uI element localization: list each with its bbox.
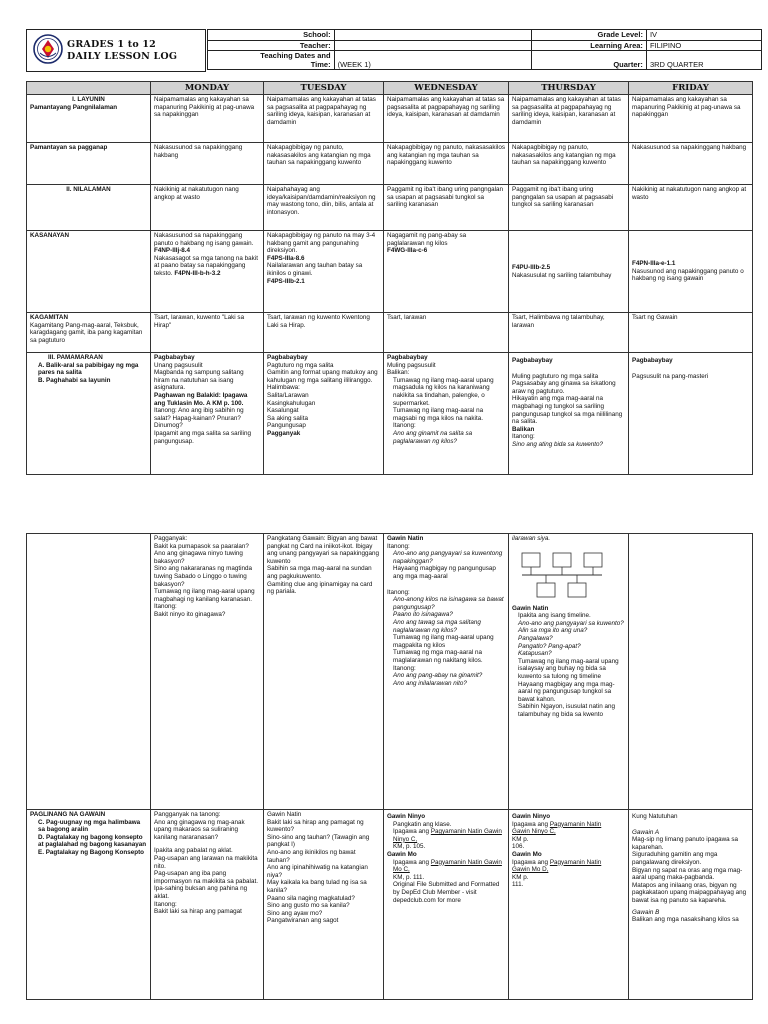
paglinang-mon-line-7: Bakit laki sa hirap ang pamagat	[154, 908, 242, 916]
pamamaraan-wed-line-2: Tumawag ng ilang mag-aaral upang magsadula ng kilos na karaniwang nakikita sa tindahan, palengke, o supermarket.	[393, 376, 494, 407]
continued-thu-q-2: Pangalawa?	[518, 634, 553, 642]
pamamaraan-mon-line-2: Paghawan ng Balakid: Ipagawa ang Tuklasin Mo. A KM p. 100.	[154, 391, 248, 407]
paglinang-fri-line-a-2: Bigyan ng sapat na oras ang mga mag-aaral upang maka-pagbanda.	[632, 866, 743, 882]
pamamaraan-mon-line-1: Magbanda ng sampung salitang hiram na natutuhan sa isang asignatura.	[154, 369, 244, 392]
header-brand-box	[26, 29, 206, 72]
kasanayan-mon	[151, 231, 264, 313]
paglinang-tue-line-7: Sino ang ayaw mo?	[267, 909, 323, 917]
pamamaraan-wed-line-1: Balikan:	[387, 369, 410, 377]
continued-thu-q-4: Katapusan?	[518, 650, 552, 658]
continued-thu-title: Gawin Natin	[512, 604, 549, 612]
kasanayan-wed-code-1: F4WG-IIIa-c-6	[387, 247, 428, 255]
pagganap-tue: Nakapagbibigay ng panuto, nakasasakilos ang katangian ng mga tauhan sa napakinggang kuwento	[264, 143, 384, 185]
kasanayan-mon-code-1: F4NP-IIIj-8.4	[154, 247, 191, 255]
day-monday: MONDAY	[151, 82, 264, 95]
pamamaraan-sub-a: A. Balik-aral sa pabibigay ng mga pares na salita	[38, 361, 139, 377]
kagamitan-tue: Tsart, larawan ng kuwento Kwentong Laki sa Hirap.	[264, 313, 384, 353]
day-wednesday: WEDNESDAY	[384, 82, 509, 95]
layunin-fri: Naipamamalas ang kakayahan sa mapanuring Pakikinig at pag-unawa sa napakinggan	[629, 95, 753, 143]
continued-thu-q-3: Pangatlo? Pang-apat?	[518, 642, 581, 650]
lesson-log-table-page-2	[26, 533, 753, 1000]
pagganap-label: Pamantayan sa pagganap	[27, 143, 151, 185]
continued-tue-line-1: Sabihin sa mga mag-aaral na sundan ang pagkukuwento.	[267, 565, 372, 580]
continued-wed-title: Gawin Natin	[387, 535, 424, 542]
row-pagganap	[27, 143, 753, 185]
continued-thu	[509, 534, 629, 810]
continued-tue	[264, 534, 384, 810]
paglinang-thu-line-7: KM p.	[512, 873, 529, 881]
day-friday: FRIDAY	[629, 82, 753, 95]
continued-wed-q-c-1: Paano ito isinagawa?	[393, 611, 453, 619]
paglinang-fri-line-b-0: Balikan ang mga nasaksihang kilos sa	[632, 916, 739, 924]
pamamaraan-thu	[509, 353, 629, 475]
kasanayan-tue-text-1: Nakapagbibigay ng panuto na may 3-4 hakbang gamit ang pangunahing direksiyon.	[267, 232, 376, 255]
paglinang-thu	[509, 810, 629, 1000]
pamamaraan-thu-line-2: Hikayatin ang mga mag-aaral na magbahagi ng tungkol sa sariling pangungusap tungkol sa mga niililinang na salita.	[512, 395, 623, 426]
continued-mon-line-5: Bakit ninyo ito ginagawa?	[154, 610, 226, 618]
paglinang-mon-line-5: Ipa-sahing buksan ang pahina ng aklat.	[154, 885, 248, 900]
paglinang-tue-line-0: Bakit laki sa hirap ang pamagat ng kuwento?	[267, 818, 364, 834]
paglinang-wed-line-2-prefix: Ipagawa ang	[393, 828, 431, 836]
teaching-dates-label	[208, 51, 335, 70]
paglinang-thu-title-2: Gawin Mo	[512, 850, 542, 858]
pamamaraan-mon-title: Pagbabaybay	[154, 354, 195, 361]
kasanayan-tue-code-2: F4PS-IIIb-2.1	[267, 277, 305, 285]
kagamitan-thu: Tsart, Halimbawa ng talambuhay, larawan	[509, 313, 629, 353]
paglinang-wed-title: Gawin Ninyo	[387, 813, 426, 820]
paglinang-sub-e: E. Pagtalakay ng Bagong Konsepto	[38, 848, 145, 856]
paglinang-fri-title: Kung Natutuhan	[632, 813, 678, 820]
nilalaman-tue: Naipahahayag ang ideya/kaisipan/damdamin/reaksiyon ng may wastong tono, diin, bilis, antala at intonasyon.	[264, 185, 384, 231]
paglinang-wed-line-5: KM, p. 111.	[393, 873, 425, 881]
paglinang-wed-line-2	[387, 828, 505, 843]
paglinang-thu-line-4: 106.	[512, 843, 525, 851]
layunin-wed: Naipamamalas ang kakayahan at tatas sa pagsasalita at pagpapahayag ng sariling ideya, kaisipan, karanasan at damdamin	[384, 95, 509, 143]
paglinang-tue	[264, 810, 384, 1000]
paglinang-wed-line-4-prefix: Ipagawa ang	[393, 858, 431, 866]
continued-tue-line-2: Gamiting clue ang ipinamigay na card ng pariala.	[267, 580, 373, 596]
continued-mon-line-3: Tumawag ng ilang mag-aaral upang magbahagi ng kanilang karanasan.	[154, 588, 255, 603]
layunin-tue: Naipamamalas ang kakayahan at tatas sa pagsasalita at pagpapahayag ng sariling ideya, kaisipan, karanasan at damdamin	[264, 95, 384, 143]
kasanayan-mon-text-2: Nakasasagot sa mga tanong na bakit at paano batay sa napakinggang teksto.	[154, 254, 258, 277]
paglinang-mon	[151, 810, 264, 1000]
continued-mon-title: Pagganyak:	[154, 535, 188, 542]
kasanayan-fri-code-1: F4PN-IIIa-e-1.1	[632, 260, 676, 268]
paglinang-thu-line-5	[512, 859, 625, 867]
pamamaraan-wed	[384, 353, 509, 475]
lesson-log-table-page-1	[26, 81, 753, 475]
continued-thu-line-a: Ipakita ang isang timeline.	[518, 612, 591, 620]
kagamitan-label: KAGAMITAN	[30, 314, 69, 321]
continued-wed-ask-a: Itanong:	[387, 542, 410, 550]
layunin-mon: Naipamamalas ang kakayahan sa mapanuring Pakikinig at pag-unawa sa napakinggan	[151, 95, 264, 143]
continued-tue-line-0: Pangkatang Gawain: Bigyan ang bawat pangkat ng Card na iniikot-ikot. Ibigay ang unang pangyayari sa napakinggang kuwento	[267, 535, 380, 565]
pamamaraan-sub-b: B. Paghahabi sa layunin	[38, 376, 111, 384]
paglinang-wed-line-3: KM, p. 105.	[393, 843, 426, 851]
paglinang-tue-line-3: Ano ang ipinahihiwatig na katangian niya?	[267, 864, 368, 879]
paglinang-thu-title: Gawin Ninyo	[512, 813, 551, 820]
continued-fri	[629, 534, 753, 810]
continued-wed	[384, 534, 509, 810]
paglinang-fri	[629, 810, 753, 1000]
paglinang-tue-title: Gawin Natin	[267, 811, 302, 818]
pamamaraan-tue-title: Pagbabaybay	[267, 354, 308, 361]
pamamaraan-tue-line-1: Gamitin ang format upang matukoy ang kahulugan ng mga salitang ililiranggo.	[267, 369, 378, 384]
pamamaraan-tue-line-5: Kasalungat	[267, 407, 299, 415]
paglinang-thu-line-2[interactable]: Gawin Ninyo C,	[512, 828, 556, 836]
paglinang-mon-line-0: Pangganyak na tanong:	[154, 811, 221, 818]
pamamaraan-tue-line-7: Pangungusap	[267, 422, 306, 430]
teacher-label: Teacher:	[208, 40, 335, 51]
continued-thu-q-0: Ano-ano ang pangyayari sa kuwento?	[518, 619, 624, 627]
pamamaraan-tue	[264, 353, 384, 475]
pamamaraan-tue-line-4: Kasingkahulugan	[267, 399, 316, 407]
pamamaraan-thu-title: Pagbabaybay	[512, 357, 553, 364]
pamamaraan-mon-line-0: Unang pagsusulit	[154, 361, 203, 369]
continued-wed-line-b: Hayaang magbigay ng pangungusap ang mga mag-aaral	[393, 565, 496, 580]
pamamaraan-fri-title: Pagbabaybay	[632, 357, 673, 364]
continued-wed-ask-c: Itanong:	[387, 588, 410, 596]
teaching-dates-value: (WEEK 1)	[334, 51, 531, 70]
pamamaraan-thu-line-1: Pagsasabay ang ginawa sa iskatlong araw ng pagtuturo.	[512, 380, 616, 395]
paglinang-wed-link-2[interactable]: Pagyamanin Natin Gawin Mo C,	[393, 858, 502, 874]
paglinang-label-cell	[27, 810, 151, 1000]
pamamaraan-thu-line-4: Itanong:	[512, 433, 535, 441]
day-tuesday: TUESDAY	[264, 82, 384, 95]
continued-thu-line-b-2: Sabihin Ngayon, isusulat natin ang talambuhay ng bida sa kwento	[518, 703, 615, 718]
kasanayan-thu	[509, 231, 629, 313]
brand-title	[67, 39, 177, 63]
continued-wed-line-d-2: Itanong:	[393, 664, 416, 672]
pamamaraan-thu-question: Sino ang ating bida sa kuwento?	[512, 440, 604, 448]
continued-thu-top: ilarawan siya.	[512, 535, 551, 542]
paglinang-wed-title-2: Gawin Mo	[387, 850, 417, 858]
paglinang-thu-line-1	[512, 821, 625, 829]
paglinang-fri-sub-a: Gawain A	[632, 828, 660, 836]
row-paglinang	[27, 810, 753, 1000]
nilalaman-mon: Nakikinig at nakatutugon nang angkop at wasto	[151, 185, 264, 231]
continued-mon-line-1: Ano ang ginagawa ninyo tuwing bakasyon?	[154, 550, 243, 565]
pamamaraan-tue-line-8: Pagganyak	[267, 429, 301, 437]
nilalaman-label: II. NILALAMAN	[27, 185, 151, 231]
grade-level-value: IV	[646, 30, 761, 41]
paglinang-thu-line-3: KM p.	[512, 835, 529, 843]
paglinang-thu-line-5-prefix: Ipagawa ang	[512, 858, 550, 866]
learning-area-value: FILIPINO	[646, 40, 761, 51]
continued-wed-q-c-0: Ano-anong kilos na isinagawa sa bawat pangungusap?	[393, 596, 504, 611]
kasanayan-tue-text-2: Nailalarawan ang tauhan batay sa ikinilos o ginawi.	[267, 262, 363, 277]
paglinang-label: PAGLINANG NA GAWAIN	[30, 811, 106, 818]
layunin-label: I. LAYUNIN	[72, 96, 105, 103]
kagamitan-wed: Tsart, larawan	[384, 313, 509, 353]
header-meta-table	[207, 29, 762, 70]
row-pamamaraan	[27, 353, 753, 475]
kasanayan-thu-text-1: Nakasusulat ng sariling talambuhay	[512, 271, 612, 279]
paglinang-wed-line-4	[387, 859, 505, 874]
kagamitan-sublabel: Kagamitang Pang-mag-aaral, Teksbuk, karagdagang gamit, iba pang kagamitan sa pagtuturo	[30, 321, 143, 344]
paglinang-mon-line-2: Ipakita ang pabalat ng aklat.	[154, 847, 233, 855]
brand-line-1: GRADES 1 to 12	[67, 39, 156, 50]
kasanayan-label: KASANAYAN	[27, 231, 151, 313]
deped-seal-icon	[33, 34, 63, 64]
continued-mon-line-0: Bakit ka pumapasok sa paaralan?	[154, 542, 249, 550]
paglinang-thu-line-1-prefix: Ipagawa ang	[512, 820, 550, 828]
layunin-thu: Naipamamalas ang kakayahan at tatas sa pagsasalita at pagpapahayag ng sariling ideya, kaisipan, karanasan at damdamin	[509, 95, 629, 143]
row-nilalaman	[27, 185, 753, 231]
continued-mon	[151, 534, 264, 810]
pamamaraan-tue-line-0: Pagtuturo ng mga salita	[267, 361, 334, 369]
row-layunin	[27, 95, 753, 143]
paglinang-fri-sub-b: Gawain B	[632, 908, 660, 916]
pagganap-fri: Nakasusunod sa napakinggang hakbang	[629, 143, 753, 185]
continued-thu-line-b-0: Tumawag ng ilang mag-aaral upang isalaysay ang buhay ng bida sa kuwento sa tulong ng timeline	[518, 657, 619, 680]
paglinang-tue-line-2: Ano-ano ang ikinikilos ng bawat tauhan?	[267, 848, 356, 864]
continued-label-cell	[27, 534, 151, 810]
paglinang-tue-line-4: May kaikala ka bang tulad ng isa sa kanila?	[267, 879, 367, 894]
pamamaraan-wed-line-3: Tumawag ng ilang mag-aaral na magsabi ng mga kilos na nakita.	[393, 407, 484, 422]
pamamaraan-tue-line-2: Halimbawa:	[267, 384, 300, 392]
kasanayan-tue-code-1: F4PS-IIIa-8.6	[267, 254, 305, 262]
pagganap-thu: Nakapagbibigay ng panuto, nakasasakilos ang katangian ng mga tauhan sa napakinggang kuwento	[509, 143, 629, 185]
paglinang-wed-link-1[interactable]: Pagyamanin Natin Gawin Ninyo C,	[393, 828, 502, 843]
continued-wed-line-d-0: Tumawag ng ilang mag-aaral upang magpakita ng kilos	[393, 634, 494, 649]
pamamaraan-fri	[629, 353, 753, 475]
continued-mon-line-4: Itanong:	[154, 603, 177, 611]
paglinang-thu-link-1[interactable]: Pagyamanin Natin	[549, 820, 602, 828]
paglinang-thu-line-6[interactable]: Gawin Mo D,	[512, 866, 549, 874]
pamamaraan-label: III. PAMAMARAAN	[48, 354, 103, 361]
paglinang-thu-link-2[interactable]: Pagyamanin Natin	[549, 858, 602, 866]
paglinang-mon-line-1: Ano ang ginagawa ng mag-anak upang makaraos sa suliraning kanilang nararanasan?	[154, 818, 245, 841]
pamamaraan-thu-line-3: Balikan	[512, 425, 535, 433]
kagamitan-label-cell	[27, 313, 151, 353]
continued-wed-q-a: Ano-ano ang pangyayari sa kuwentong napakinggan?	[393, 550, 503, 565]
continued-wed-line-d-1: Tumawag ng mga mag-aaral na maglalarawan ng nakitang kilos.	[393, 649, 483, 664]
pamamaraan-wed-title: Pagbabaybay	[387, 354, 428, 361]
continued-wed-q-d-0: Ano ang pang-abay na ginamit?	[393, 672, 483, 680]
pamamaraan-tue-line-3: Salita/Larawan	[267, 391, 309, 399]
pamamaraan-mon-line-4: Ipagamit ang mga salita sa sariling pangungusap.	[154, 429, 251, 445]
pamamaraan-wed-line-0: Muling pagsusulit	[387, 361, 436, 369]
corner-cell	[27, 82, 151, 95]
kasanayan-tue	[264, 231, 384, 313]
pamamaraan-mon	[151, 353, 264, 475]
nilalaman-fri: Nakikinig at nakatutugon nang angkop at wasto	[629, 185, 753, 231]
teaching-dates-label-2: Time:	[310, 60, 331, 69]
kagamitan-mon: Tsart, larawan, kuwento "Laki sa Hirap"	[151, 313, 264, 353]
paglinang-thu-line-8: 111.	[512, 881, 524, 889]
pagganap-mon: Nakasusunod sa napakinggang hakbang	[151, 143, 264, 185]
pamamaraan-wed-line-4: Itanong:	[393, 422, 416, 430]
paglinang-fri-line-a-0: Mag-sip ng limang panuto ipagawa sa kaparehan.	[632, 836, 739, 851]
lesson-log-header	[26, 29, 762, 73]
row-kasanayan	[27, 231, 753, 313]
learning-area-label: Learning Area:	[532, 40, 647, 51]
kagamitan-fri: Tsart ng Gawain	[629, 313, 753, 353]
kasanayan-wed-text-1: Nagagamit ng pang-abay sa paglalarawan ng kilos	[387, 232, 467, 247]
paglinang-wed	[384, 810, 509, 1000]
day-thursday: THURSDAY	[509, 82, 629, 95]
school-label: School:	[208, 30, 335, 41]
paglinang-fri-line-a-3: Matapos ang inilaang oras, bigyan ng pagkakataon upang maipagpahayag ang bawat isa ng panuto sa kapareha.	[632, 881, 747, 904]
day-header-row	[27, 82, 753, 95]
row-label-layunin	[27, 95, 151, 143]
brand-line-2: DAILY LESSON LOG	[67, 51, 178, 62]
kasanayan-wed	[384, 231, 509, 313]
paglinang-fri-line-a-1: Siguraduhing gamitin ang mga pangalawang direksiyon.	[632, 851, 718, 866]
pagganap-wed: Nakapagbibigay ng panuto, nakasasakilos ang katangian ng mga tauhan sa napakinggang kuwento	[384, 143, 509, 185]
kasanayan-fri	[629, 231, 753, 313]
quarter-label: Quarter:	[532, 51, 647, 70]
paglinang-tue-line-6: Sino ang gusto mo sa kanila?	[267, 902, 350, 910]
nilalaman-wed: Paggamit ng iba't ibang uring pangngalan sa usapan at pagsasabi tungkol sa sariling karanasan	[384, 185, 509, 231]
paglinang-mon-line-3: Pag-usapan ang larawan na makikita nito.	[154, 854, 258, 870]
kasanayan-mon-code-2: F4PN-III-b-h-3.2	[174, 269, 221, 277]
paglinang-tue-line-1: Sino-sino ang tauhan? (Tawagin ang pangkat I)	[267, 833, 370, 849]
teaching-dates-label-1: Teaching Dates and	[260, 51, 331, 60]
row-pamamaraan-continued	[27, 534, 753, 810]
paglinang-wed-line-1: Pangkatin ang klase.	[393, 820, 452, 828]
kasanayan-fri-text-1: Nasusunod ang napakinggang panuto o hakbang ng isang gawain	[632, 267, 744, 283]
paglinang-mon-line-6: Itanong:	[154, 900, 177, 908]
pamamaraan-mon-line-3: Itanong: Ano ang ibig sabihin ng salat? Hapag-kainan? Pnuran? Dinumog?	[154, 407, 244, 430]
paglinang-sub-c: C. Pag-uugnay ng mga halimbawa sa bagong aralin	[38, 818, 141, 834]
paglinang-tue-line-8: Pangatwiranan ang sagot	[267, 917, 339, 925]
pamamaraan-wed-question: Ano ang ginamit na salita sa paglalarawan ng kilos?	[393, 429, 473, 445]
pamamaraan-label-cell	[27, 353, 151, 475]
row-kagamitan	[27, 313, 753, 353]
pamamaraan-tue-line-6: Sa aking salita	[267, 414, 308, 422]
continued-mon-line-2: Sino ang nakararanas ng magtinda tuwing Sabado o Linggo o tuwing bakasyon?	[154, 565, 253, 588]
school-value	[334, 30, 531, 41]
grade-level-label: Grade Level:	[532, 30, 647, 41]
paglinang-mon-line-4: Pag-usapan ang iba pang impormasyon na makikita sa pabalat.	[154, 870, 258, 885]
pamamaraan-fri-line-0: Pagsusulit na pang-masteri	[632, 372, 709, 380]
continued-wed-q-c-2: Ano ang tawag sa mga salitang naglalarawan ng kilos?	[393, 618, 481, 634]
kasanayan-thu-code-1: F4PU-IIIb-2.5	[512, 263, 551, 271]
timeline-diagram-icon	[520, 549, 604, 601]
paglinang-wed-line-6: Original File Submitted and Formatted by DepEd Club Member - visit depedclub.com for more	[393, 881, 500, 904]
paglinang-tue-line-5: Paano sila naging magkatulad?	[267, 894, 355, 902]
continued-thu-line-b-1: Hayaang magbigay ang mga mag-aaral ng pangungusap tungkol sa bawat kahon.	[518, 680, 615, 703]
paglinang-sub-d: D. Pagtalakay ng bagong konsepto at paglalahad ng bagong kasanayan	[38, 833, 147, 849]
pamantayang-label: Pamantayang Pangnilalaman	[30, 103, 118, 111]
kasanayan-mon-text-1: Nakasusunod sa napakinggang panuto o hakbang ng isang gawain.	[154, 232, 254, 247]
continued-wed-q-d-1: Ano ang inilalarawan nito?	[393, 679, 467, 687]
nilalaman-thu: Paggamit ng iba't ibang uring pangngalan sa usapan at pagsasabi tungkol sa sariling karanasan	[509, 185, 629, 231]
quarter-value: 3RD QUARTER	[646, 51, 761, 70]
continued-thu-q-1: Alin sa mga ito ang una?	[518, 627, 588, 635]
teacher-value	[334, 40, 531, 51]
pamamaraan-thu-line-0: Muling pagtuturo ng mga salita	[512, 372, 599, 380]
